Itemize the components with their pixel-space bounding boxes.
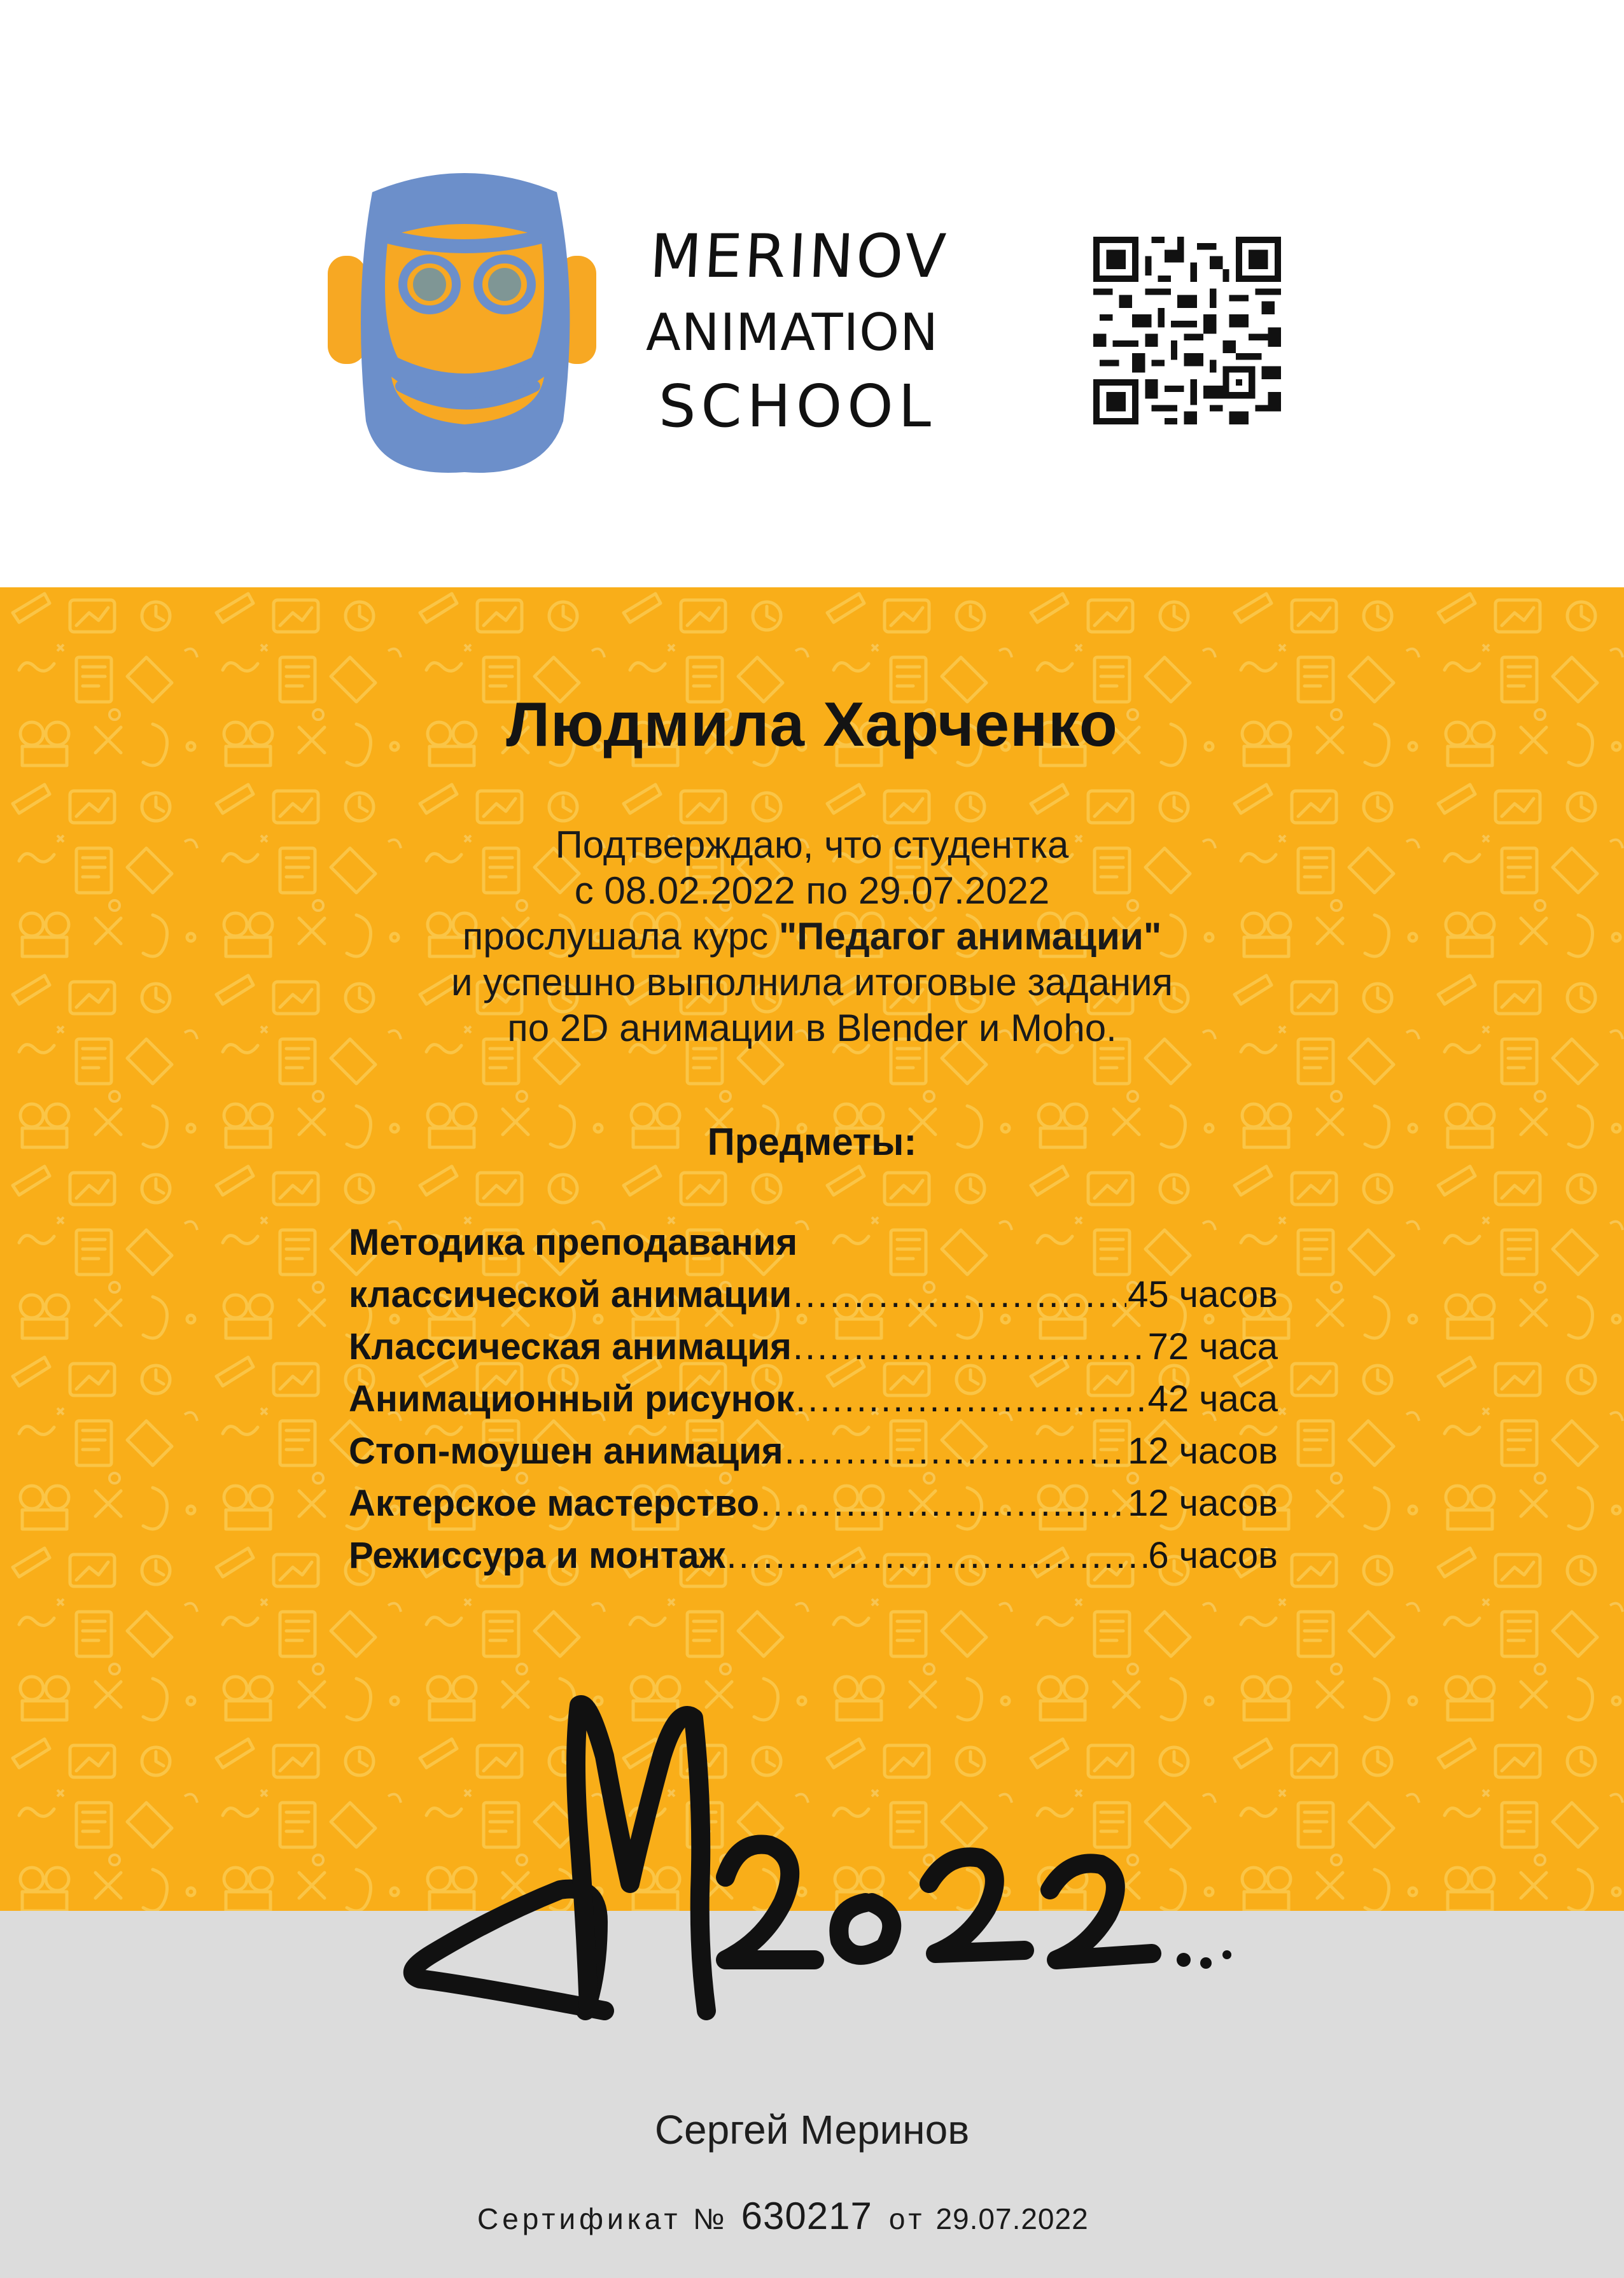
certificate-number: 630217 [741,2195,872,2237]
leader-dots [793,1321,1147,1373]
subject-row [349,1321,1291,1373]
subject-hours: 12 часов [1128,1430,1278,1472]
subject-name: Анимационный рисунок [349,1378,795,1420]
subject-name: Актерское мастерство [349,1483,760,1524]
handwritten-signature [395,1680,1285,2062]
statement-line-5: по 2D анимации в Blender и Moho. [507,1007,1117,1049]
subject-name: Классическая анимация [349,1326,792,1367]
certificate-date-label: от [888,2202,926,2235]
statement-line-3 [239,914,1385,960]
course-title: "Педагог анимации" [778,915,1162,958]
statement-line-1: Подтверждаю, что студентка [555,823,1069,866]
certificate-number-line [477,2194,1241,2238]
leader-dots [785,1425,1127,1478]
school-logo-face-icon [328,167,601,479]
subjects-heading: Предметы: [707,1121,917,1163]
subject-name: Стоп-моушен анимация [349,1430,783,1472]
statement-line-4: и успешно выполнила итоговые задания [451,961,1173,1003]
subject-name: Режиссура и монтаж [349,1535,725,1576]
subject-hours: 45 часов [1128,1274,1278,1315]
certificate-statement [239,822,1385,1051]
subject-row [349,1425,1291,1478]
leader-dots [726,1530,1147,1582]
signer-name: Сергей Меринов [654,2107,970,2153]
statement-line-2: с 08.02.2022 по 29.07.2022 [574,869,1050,912]
subject-row [349,1269,1291,1321]
statement-line-3-text: прослушала курс [462,915,779,958]
subject-row [349,1373,1291,1425]
subject-row [349,1478,1291,1530]
logo-line-1: MERINOV [648,222,950,291]
subject-name: классической анимации [349,1274,792,1315]
certificate-label: Сертификат № [477,2202,729,2235]
subject-row [349,1530,1291,1582]
certificate-date: 29.07.2022 [935,2202,1089,2235]
leader-dots [793,1269,1126,1321]
subject-hours: 42 часа [1147,1378,1278,1420]
subjects-list [349,1217,1291,1582]
logo-line-3: SCHOOL [659,372,936,440]
subject-hours: 72 часа [1147,1326,1278,1367]
leader-dots [795,1373,1146,1425]
subject-hours: 12 часов [1128,1483,1278,1524]
school-logo-text [646,213,1002,442]
subject-hours: 6 часов [1148,1535,1278,1576]
qr-code-icon[interactable] [1093,237,1281,424]
leader-dots [760,1478,1126,1530]
subject-1-name-first-line: Методика преподавания [349,1222,798,1263]
logo-line-2: ANIMATION [646,303,939,362]
student-name: Людмила Харченко [506,689,1118,759]
